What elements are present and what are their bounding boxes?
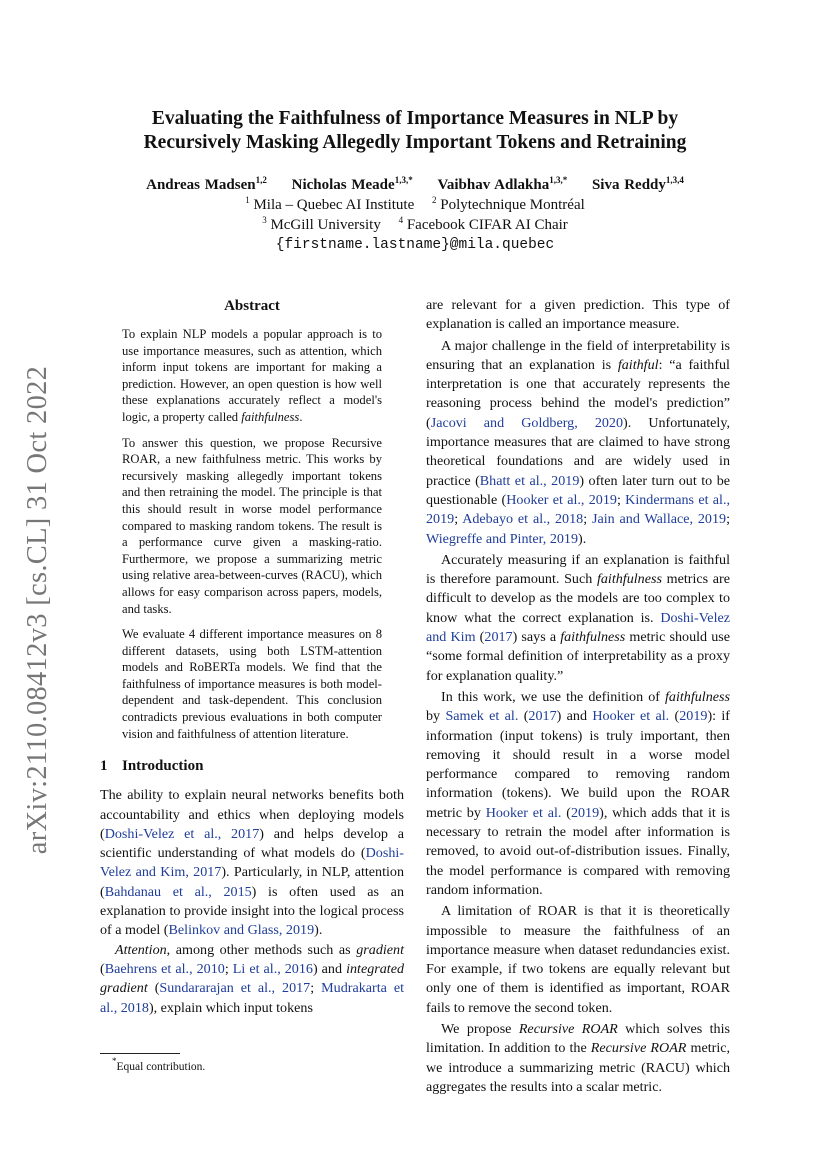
body-paragraph: We propose Recursive ROAR which solves this limitation. In addition to the Recursive ROAR metric, we introduce a summarizing metric (RACU) which aggregates the results into a scalar metric.: [426, 1020, 731, 1095]
body-paragraph: Attention, among other methods such as gradient (Baehrens et al., 2010; Li et al., 2016) and integrated gradient (Sundararajan et al., 2017; Mudrakarta et al., 2018), explain which input tokens: [100, 941, 404, 1016]
footnote-text: *Equal contribution.: [112, 1056, 206, 1073]
intro-body: [100, 786, 404, 1018]
citation-link[interactable]: Sundararajan et al., 2017: [159, 980, 311, 997]
right-column: [426, 296, 730, 1097]
affiliation: $^2$ Polytechnique Montréal: [431, 195, 585, 213]
affiliation: $^4$ Facebook CIFAR AI Chair: [398, 215, 568, 233]
body-paragraph: A major challenge in the field of interpretability is ensuring that an explanation is faithful: “a faithful interpretation is one that accurately represents the reasoning process behind the model's prediction” (Jacovi and Goldberg, 2020). Unfortunately, importance measures that are claimed to have strong theoretical foundations and are widely used in practice (Bhatt et al., 2019) often later turn out to be questionable (Hooker et al., 2019; Kindermans et al., 2019; Adebayo et al., 2018; Jain and Wallace, 2019; Wiegreffe and Pinter, 2019).: [426, 337, 730, 547]
citation-link[interactable]: Hooker et al., 2019: [506, 491, 617, 508]
affiliation: $^3$ McGill University: [262, 215, 381, 233]
footnote: [100, 1053, 404, 1074]
paper-title: [100, 107, 730, 155]
author-list: [100, 175, 730, 195]
author: Vaibhav Adlakha$^{1,3,*}$: [437, 175, 568, 193]
abstract-paragraph: To explain NLP models a popular approach is to use importance measures, such as attention, which inform input tokens are important for making a prediction. However, an open question is how well these explanations accurately reflect a model's logic, a property called faithfulness.: [122, 327, 382, 424]
author: Andreas Madsen$^{1,2}$: [146, 175, 267, 193]
citation-link[interactable]: Wiegreffe and Pinter, 2019: [426, 530, 579, 547]
citation-link[interactable]: Doshi-Velez and Kim, 2017: [100, 845, 404, 881]
author: Siva Reddy$^{1,3,4}$: [591, 175, 684, 193]
author-block: [100, 175, 730, 255]
section-title: Introduction: [122, 758, 204, 775]
title-line: Recursively Masking Allegedly Important Tokens and Retraining: [143, 132, 687, 153]
citation-link[interactable]: 2019: [679, 708, 708, 725]
citation-link[interactable]: 2017: [484, 629, 513, 646]
citation-link[interactable]: Bahdanau et al., 2015: [104, 883, 252, 900]
body-paragraph: In this work, we use the definition of faithfulness by Samek et al. (2017) and Hooker et al. (2019): if information (input tokens) is truly important, then removing it should result in a worse model performance compared to removing random information (tokens). We build upon the ROAR metric by Hooker et al. (2019), which adds that it is necessary to retrain the model after information is removed, to avoid out-of-distribution issues. Finally, the model performance is compared with removing random information.: [426, 688, 731, 898]
affiliation-line: [100, 215, 730, 235]
section-number: 1: [100, 758, 108, 775]
affiliation: $^1$ Mila – Quebec AI Institute: [245, 195, 415, 213]
citation-link[interactable]: Doshi-Velez et al., 2017: [104, 825, 260, 842]
arxiv-identifier: [14, 365, 62, 855]
citation-link[interactable]: 2017: [528, 708, 557, 725]
arxiv-identifier-text: arXiv:2110.08412v3 [cs.CL] 31 Oct 2022: [22, 365, 54, 855]
citation-link[interactable]: 2019: [570, 804, 600, 821]
citation-link[interactable]: Doshi-Velez and Kim: [426, 609, 730, 646]
left-column: [100, 296, 404, 1018]
footnote-rule: [100, 1053, 180, 1054]
citation-link[interactable]: Mudrakarta et al., 2018: [100, 980, 404, 1016]
author-email[interactable]: {firstname.lastname}@mila.quebec: [275, 237, 555, 253]
abstract-paragraph: We evaluate 4 different importance measures on 8 different datasets, using both LSTM-attention models and RoBERTa models. We find that the faithfulness of importance measures is both model-dependent and task-dependent. This conclusion contradicts previous evaluations in both computer vision and faithfulness of attention literature.: [122, 627, 382, 741]
body-paragraph: The ability to explain neural networks benefits both accountability and ethics when deploying models (Doshi-Velez et al., 2017) and helps develop a scientific understanding of what models do (Doshi-Velez and Kim, 2017). Particularly, in NLP, attention (Bahdanau et al., 2015) is often used as an explanation to provide insight into the logical process of a model (Belinkov and Glass, 2019).: [100, 787, 405, 939]
citation-link[interactable]: Adebayo et al., 2018: [462, 511, 584, 528]
abstract: [100, 296, 404, 742]
citation-link[interactable]: Baehrens et al., 2010: [104, 960, 225, 977]
body-paragraph: are relevant for a given prediction. This type of explanation is called an importance measure.: [426, 297, 730, 333]
citation-link[interactable]: Samek et al.: [445, 708, 519, 725]
author: Nicholas Meade$^{1,3,*}$: [291, 175, 413, 193]
citation-link[interactable]: Jain and Wallace, 2019: [591, 511, 727, 528]
citation-link[interactable]: Jacovi and Goldberg, 2020: [430, 414, 624, 431]
abstract-paragraph: To answer this question, we propose Recursive ROAR, a new faithfulness metric. This works by recursively masking allegedly important tokens and then retraining the model. The principle is that this should result in worse model performance compared to masking random tokens. The result is a performance curve given a masking-ratio. Furthermore, we propose a summarizing metric using relative area-between-curves (RACU), which allows for easy comparison across papers, models, and tasks.: [122, 435, 382, 616]
citation-link[interactable]: Kindermans et al., 2019: [426, 491, 730, 528]
title-line: Evaluating the Faithfulness of Importance Measures in NLP by: [151, 108, 679, 129]
citation-link[interactable]: Belinkov and Glass, 2019: [168, 922, 315, 939]
citation-link[interactable]: Hooker et al.: [485, 804, 562, 821]
citation-link[interactable]: Bhatt et al., 2019: [479, 472, 580, 489]
citation-link[interactable]: Hooker et al.: [592, 708, 670, 725]
citation-link[interactable]: Li et al., 2016: [232, 960, 313, 977]
body-paragraph: A limitation of ROAR is that it is theoretically impossible to measure the faithfulness of an importance measure when dataset redundancies exist. For example, if two tokens are equally relevant but only one of them is identified as important, ROAR fails to remove the second token.: [426, 903, 730, 1016]
affiliation-line: [100, 195, 730, 215]
section-heading: [100, 756, 404, 776]
abstract-heading: Abstract: [224, 298, 280, 314]
body-paragraph: Accurately measuring if an explanation is faithful is therefore paramount. Such faithfulness metrics are difficult to develop as the models are too complex to know what the correct explanation is. Doshi-Velez and Kim (2017) says a faithfulness metric should use “some formal definition of interpretability as a proxy for explanation quality.”: [426, 551, 731, 684]
